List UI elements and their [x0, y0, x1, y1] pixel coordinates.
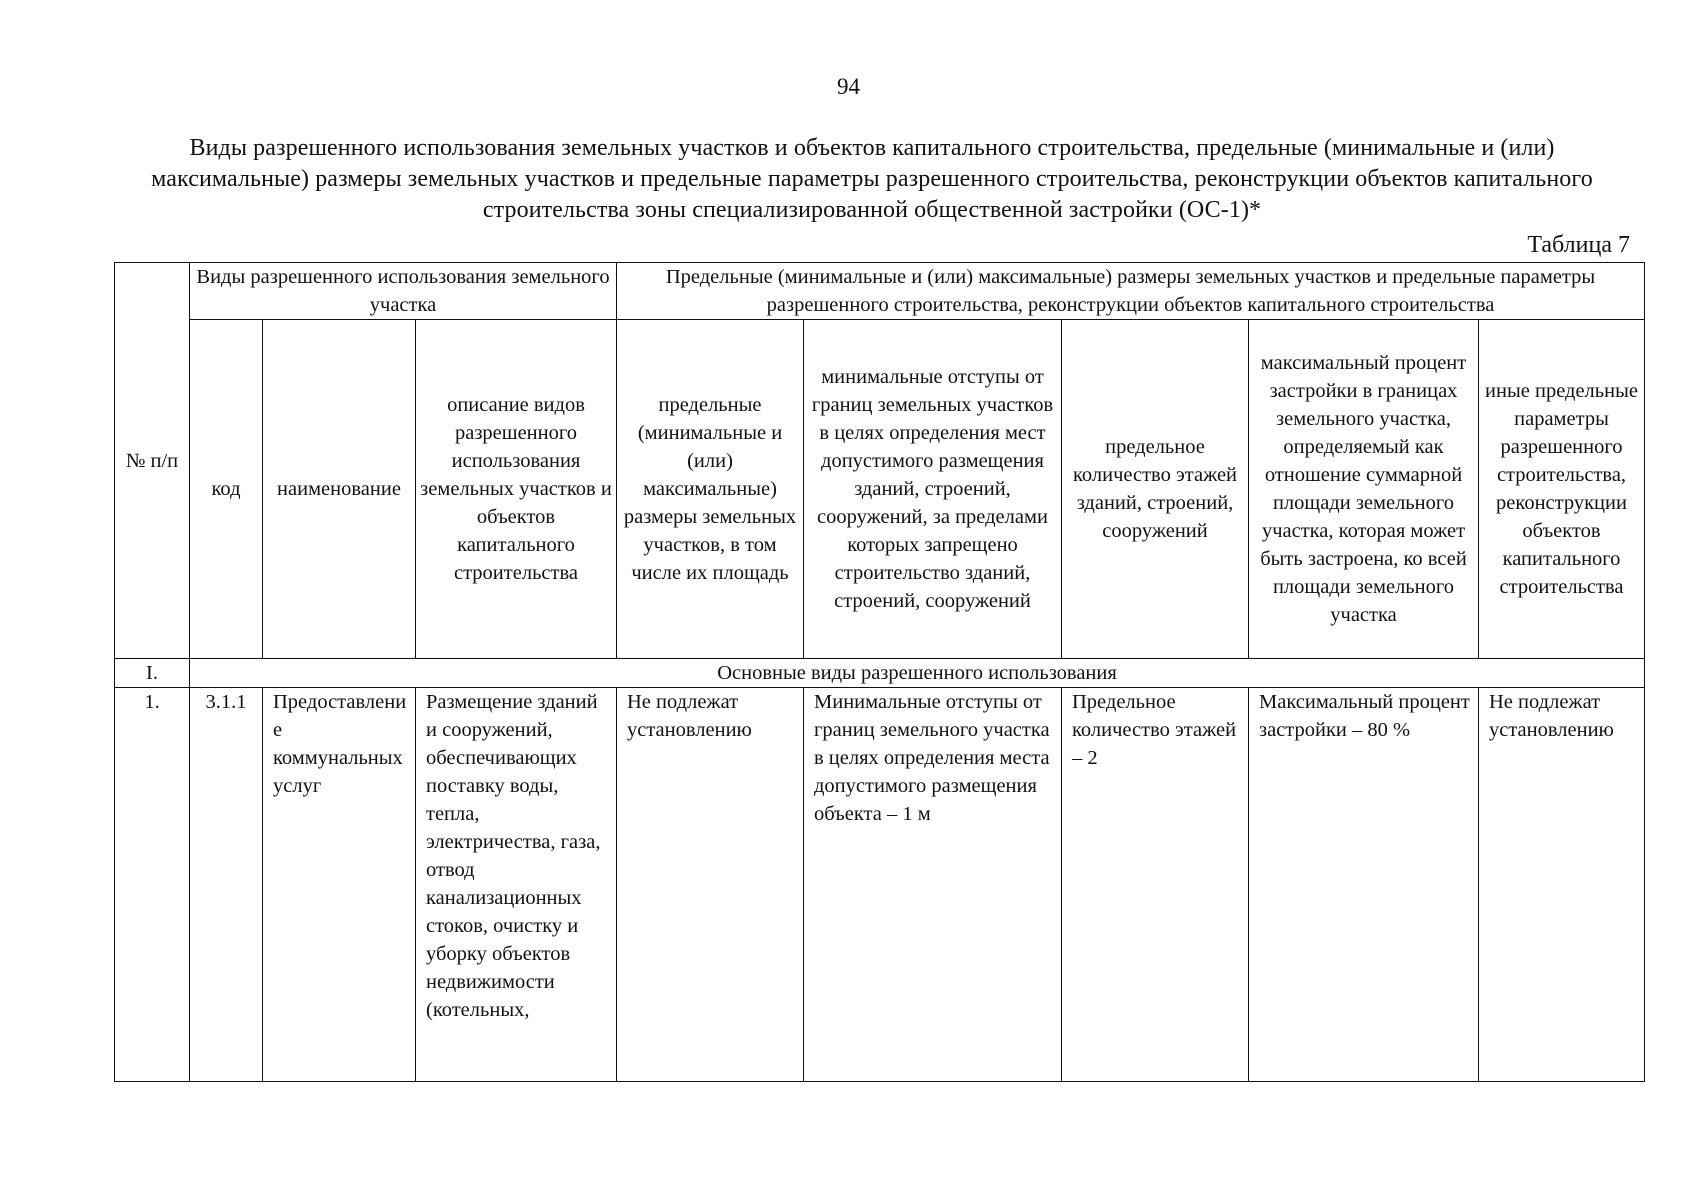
table-caption: Таблица 7: [1527, 232, 1630, 258]
zoning-table: [114, 262, 1645, 1082]
section-title: Основные виды разрешенного использования: [190, 659, 1645, 688]
header-coverage: максимальный процент застройки в границах земельного участка, определяемый как отношение суммарной площади земельного участка, которая может быть застроена, ко всей площади земельного участка: [1249, 320, 1479, 659]
row-setbacks: Минимальные отступы от границ земельного участка в целях определения места допустимого размещения объекта – 1 м: [804, 688, 1062, 1082]
header-floors: предельное количество этажей зданий, строений, сооружений: [1062, 320, 1249, 659]
row-sizes: Не подлежат установлению: [617, 688, 804, 1082]
header-group-uses: Виды разрешенного использования земельного участка: [190, 263, 617, 320]
document-title: Виды разрешенного использования земельных участков и объектов капитального строительства, предельные (минимальные и (или) максимальные) размеры земельных участков и предельные параметры разрешенного строительства, реконструкции объектов капитального строительства зоны специализированной общественной застройки (ОС-1)*: [151, 135, 1593, 223]
header-number: № п/п: [115, 263, 190, 659]
header-code: код: [190, 320, 263, 659]
row-description: Размещение зданий и сооружений, обеспечивающих поставку воды, тепла, электричества, газа, отвод канализационных стоков, очистку и уборку объектов недвижимости (котельных,: [416, 688, 617, 1082]
row-code: 3.1.1: [190, 688, 263, 1082]
table-row: [115, 688, 1645, 1082]
table-header-group-row: [115, 263, 1645, 320]
header-group-limits: Предельные (минимальные и (или) максимальные) размеры земельных участков и предельные параметры разрешенного строительства, реконструкции объектов капитального строительства: [617, 263, 1645, 320]
header-name: наименование: [263, 320, 416, 659]
row-other: Не подлежат установлению: [1479, 688, 1645, 1082]
section-row: [115, 659, 1645, 688]
section-number: I.: [115, 659, 190, 688]
header-sizes: предельные (минимальные и (или) максимальные) размеры земельных участков, в том числе их площадь: [617, 320, 804, 659]
row-number: 1.: [115, 688, 190, 1082]
page-number: 94: [837, 74, 860, 99]
row-floors: Предельное количество этажей – 2: [1062, 688, 1249, 1082]
row-coverage: Максимальный процент застройки – 80 %: [1249, 688, 1479, 1082]
header-setbacks: минимальные отступы от границ земельных участков в целях определения мест допустимого размещения зданий, строений, сооружений, за пределами которых запрещено строительство зданий, строений, сооружений: [804, 320, 1062, 659]
row-name: Предоставление коммунальных услуг: [263, 688, 416, 1082]
header-description: описание видов разрешенного использования земельных участков и объектов капитального строительства: [416, 320, 617, 659]
table-header-columns-row: [115, 320, 1645, 659]
header-other: иные предельные параметры разрешенного строительства, реконструкции объектов капитального строительства: [1479, 320, 1645, 659]
